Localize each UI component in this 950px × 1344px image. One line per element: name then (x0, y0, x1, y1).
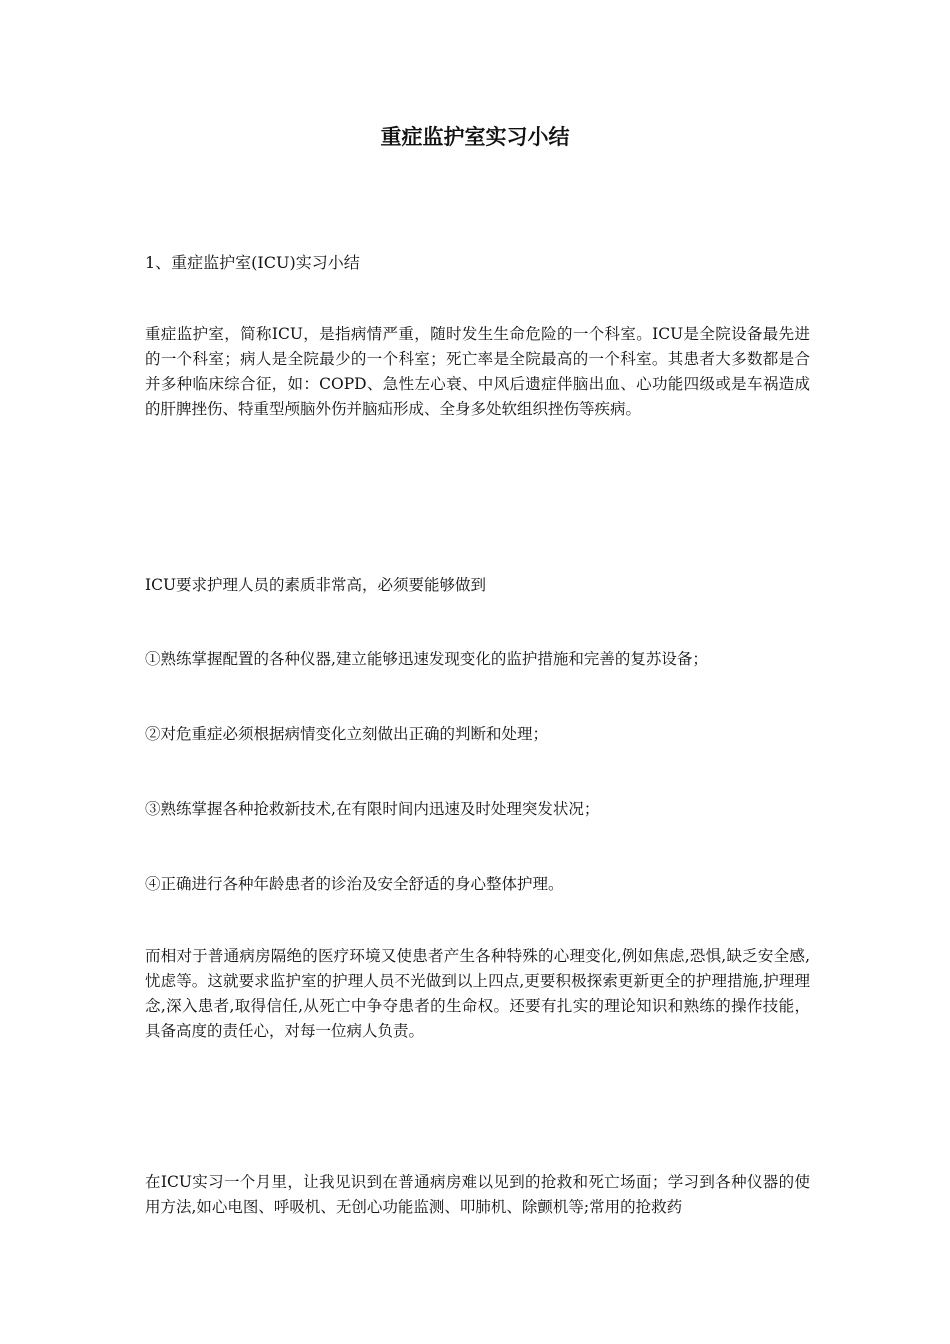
experience-paragraph: 在ICU实习一个月里，让我见识到在普通病房难以见到的抢救和死亡场面；学习到各种仪器的使用方法,如心电图、呼吸机、无创心功能监测、叩肺机、除颤机等;常用的抢救药 (145, 1173, 810, 1216)
requirement-item-4: ④正确进行各种年龄患者的诊治及安全舒适的身心整体护理。 (145, 875, 564, 893)
document-title: 重症监护室实习小结 (380, 125, 570, 149)
psychology-paragraph: 而相对于普通病房隔绝的医疗环境又使患者产生各种特殊的心理变化,例如焦虑,恐惧,缺乏安全感,忧虑等。这就要求监护室的护理人员不光做到以上四点,更要积极探索更新更全的护理措施,护理理念,深入患者,取得信任,从死亡中争夺患者的生命权。还要有扎实的理论知识和熟练的操作技能，具备高度的责任心，对每一位病人负责。 (145, 947, 810, 1040)
requirement-item-2: ②对危重症必须根据病情变化立刻做出正确的判断和处理； (145, 725, 549, 743)
requirement-item-3: ③熟练掌握各种抢救新技术,在有限时间内迅速及时处理突发状况； (145, 800, 600, 818)
section-heading: 1、重症监护室(ICU)实习小结 (145, 253, 360, 272)
requirements-lead-paragraph: ICU要求护理人员的素质非常高，必须要能够做到 (145, 576, 487, 594)
intro-paragraph: 重症监护室，简称ICU，是指病情严重，随时发生生命危险的一个科室。ICU是全院设备最先进的一个科室；病人是全院最少的一个科室；死亡率是全院最高的一个科室。其患者大多数都是合并多种临床综合征，如：COPD、急性左心衰、中风后遗症伴脑出血、心功能四级或是车祸造成的肝脾挫伤、特重型颅脑外伤并脑疝形成、全身多处软组织挫伤等疾病。 (145, 325, 810, 418)
requirement-item-1: ①熟练掌握配置的各种仪器,建立能够迅速发现变化的监护措施和完善的复苏设备； (145, 650, 708, 668)
